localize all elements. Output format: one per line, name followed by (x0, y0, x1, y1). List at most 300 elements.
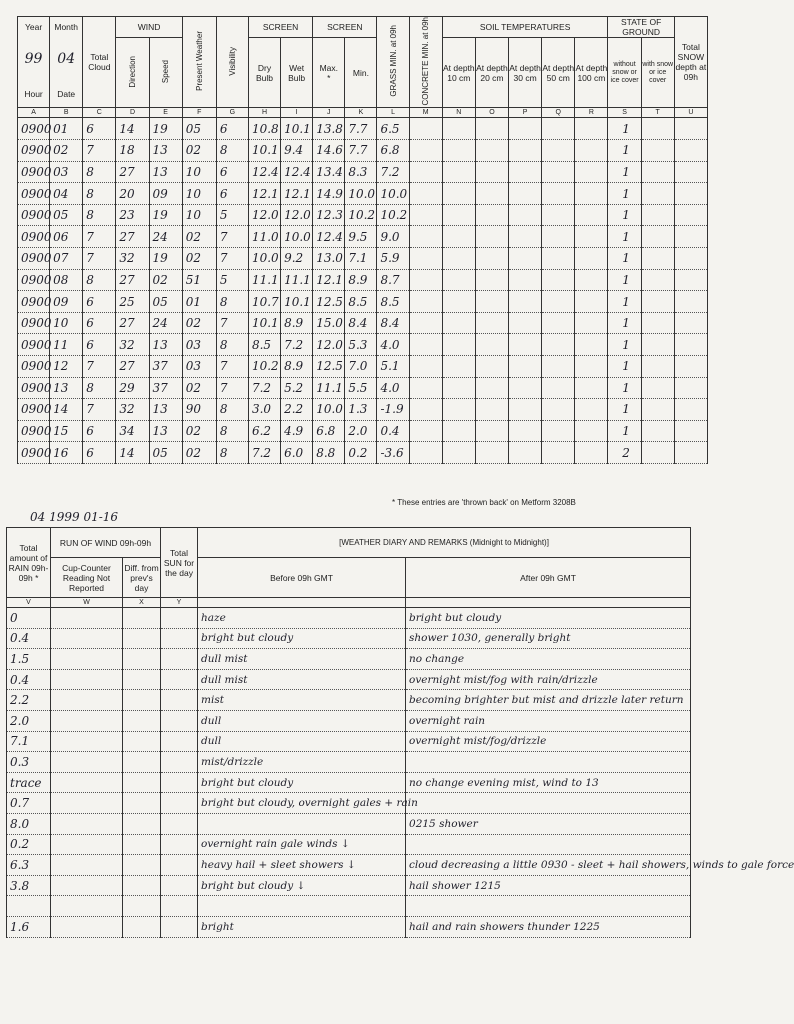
cell-grass: 10.0 (377, 183, 409, 205)
cell-max: 11.1 (313, 377, 345, 399)
cell-grass: 0.4 (377, 420, 409, 442)
cell-cup-counter (51, 608, 123, 629)
cell-dir: 27 (116, 161, 149, 183)
cell-date: 11 (50, 334, 83, 356)
cell-sun (161, 710, 198, 731)
cell-wet: 12.4 (281, 161, 313, 183)
cell-empty (575, 442, 608, 464)
diary-row (7, 916, 691, 937)
cell-spd: 19 (149, 248, 182, 270)
cell-dry: 12.4 (248, 161, 280, 183)
cell-empty (409, 161, 442, 183)
cell-hour: 0900 (18, 356, 50, 378)
cell-empty (641, 399, 674, 421)
cell-after-09h (406, 752, 691, 773)
cell-empty (409, 226, 442, 248)
total-snow-header: Total SNOW depth at 09h (674, 17, 707, 108)
cell-cloud: 8 (83, 161, 116, 183)
cell-max: 14.9 (313, 183, 345, 205)
cell-wx: 10 (182, 204, 216, 226)
cell-empty (509, 118, 542, 140)
cell-empty (674, 420, 707, 442)
cell-max: 14.6 (313, 140, 345, 162)
cell-empty (575, 312, 608, 334)
cell-dry: 8.5 (248, 334, 280, 356)
cell-before-09h: bright (198, 916, 406, 937)
cell-grass: 6.8 (377, 140, 409, 162)
cell-sun (161, 690, 198, 711)
cell-dry: 11.1 (248, 269, 280, 291)
cell-wet: 4.9 (281, 420, 313, 442)
cell-spd: 13 (149, 140, 182, 162)
cell-ground-state: 1 (608, 161, 641, 183)
cell-min: 7.1 (345, 248, 377, 270)
cell-ground-state: 1 (608, 377, 641, 399)
observation-row (18, 442, 708, 464)
cell-min: 8.9 (345, 269, 377, 291)
cell-before-09h: bright but cloudy, overnight gales + rain (198, 793, 406, 814)
rain-header: Total amount of RAIN 09h-09h * (7, 528, 51, 598)
cell-ground-state: 1 (608, 248, 641, 270)
cell-empty (674, 312, 707, 334)
date-header: Date (50, 80, 83, 108)
cell-cup-counter (51, 916, 123, 937)
cell-vis: 8 (216, 399, 248, 421)
cell-ground-state: 1 (608, 399, 641, 421)
cell-dir: 14 (116, 442, 149, 464)
cell-empty (475, 204, 508, 226)
observation-row (18, 420, 708, 442)
cell-empty (674, 226, 707, 248)
observation-row (18, 161, 708, 183)
diff-header: Diff. from prev's day (123, 558, 161, 598)
cell-empty (509, 377, 542, 399)
cell-empty (641, 183, 674, 205)
cell-empty (542, 420, 575, 442)
cell-grass: 5.9 (377, 248, 409, 270)
cell-grass: -1.9 (377, 399, 409, 421)
cell-empty (475, 248, 508, 270)
cell-dry: 12.0 (248, 204, 280, 226)
cell-spd: 05 (149, 442, 182, 464)
cell-hour: 0900 (18, 161, 50, 183)
observation-row (18, 312, 708, 334)
cell-empty (509, 291, 542, 313)
month-header: Month (50, 17, 83, 38)
cell-cup-counter (51, 752, 123, 773)
cell-dir: 27 (116, 356, 149, 378)
cell-empty (641, 377, 674, 399)
cell-rain: 1.6 (7, 916, 51, 937)
speed-header: Speed (149, 38, 182, 108)
cell-date: 08 (50, 269, 83, 291)
cell-spd: 24 (149, 312, 182, 334)
cell-ground-state: 1 (608, 140, 641, 162)
cell-empty (509, 269, 542, 291)
cell-empty (442, 442, 475, 464)
cell-empty (509, 161, 542, 183)
without-snow-header: without snow or ice cover (608, 38, 641, 108)
cell-max: 12.1 (313, 269, 345, 291)
cell-cup-counter (51, 855, 123, 876)
cell-vis: 6 (216, 183, 248, 205)
cell-min: 8.3 (345, 161, 377, 183)
cell-ground-state: 1 (608, 183, 641, 205)
cell-sun (161, 608, 198, 629)
diary-row (7, 649, 691, 670)
cell-vis: 6 (216, 161, 248, 183)
cell-empty (475, 356, 508, 378)
observation-row (18, 356, 708, 378)
cell-empty (509, 204, 542, 226)
cell-empty (409, 183, 442, 205)
cell-empty (542, 183, 575, 205)
cell-empty (475, 312, 508, 334)
cell-spd: 24 (149, 226, 182, 248)
cell-vis: 7 (216, 356, 248, 378)
cell-dry: 6.2 (248, 420, 280, 442)
diary-row (7, 896, 691, 917)
diary-row (7, 834, 691, 855)
observation-row (18, 291, 708, 313)
cell-min: 8.5 (345, 291, 377, 313)
cell-rain (7, 896, 51, 917)
cell-cup-counter (51, 896, 123, 917)
cell-sun (161, 813, 198, 834)
grass-min-header: GRASS MIN. at 09h (377, 17, 409, 108)
cell-hour: 0900 (18, 269, 50, 291)
cell-vis: 7 (216, 377, 248, 399)
cell-sun (161, 772, 198, 793)
cell-ground-state: 1 (608, 420, 641, 442)
cell-dry: 10.1 (248, 312, 280, 334)
cell-wet: 8.9 (281, 312, 313, 334)
cell-sun (161, 875, 198, 896)
cell-rain: 2.0 (7, 710, 51, 731)
cell-wet: 2.2 (281, 399, 313, 421)
cell-sun (161, 793, 198, 814)
cell-cup-counter (51, 731, 123, 752)
cell-empty (641, 226, 674, 248)
cell-rain: 0 (7, 608, 51, 629)
cell-after-09h: shower 1030, generally bright (406, 628, 691, 649)
cell-before-09h: heavy hail + sleet showers ↓ (198, 855, 406, 876)
cell-empty (442, 291, 475, 313)
cell-before-09h (198, 813, 406, 834)
cell-empty (442, 161, 475, 183)
cell-max: 12.4 (313, 226, 345, 248)
cell-empty (442, 420, 475, 442)
cell-min: 7.0 (345, 356, 377, 378)
diary-row (7, 813, 691, 834)
cell-spd: 13 (149, 399, 182, 421)
observation-row (18, 226, 708, 248)
cell-dir: 27 (116, 269, 149, 291)
cell-rain: 8.0 (7, 813, 51, 834)
cell-wx: 05 (182, 118, 216, 140)
cell-hour: 0900 (18, 377, 50, 399)
cell-empty (575, 140, 608, 162)
cell-empty (475, 377, 508, 399)
cell-sun (161, 752, 198, 773)
cell-empty (641, 312, 674, 334)
cell-spd: 02 (149, 269, 182, 291)
cell-cloud: 7 (83, 140, 116, 162)
cell-empty (475, 226, 508, 248)
cell-cup-counter (51, 813, 123, 834)
cell-dir: 27 (116, 312, 149, 334)
soil-30cm-header: At depth 30 cm (509, 38, 542, 108)
cell-empty (542, 312, 575, 334)
cell-empty (409, 118, 442, 140)
diary-row (7, 772, 691, 793)
cell-cup-counter (51, 669, 123, 690)
cell-date: 06 (50, 226, 83, 248)
cell-min: 7.7 (345, 140, 377, 162)
cell-empty (674, 356, 707, 378)
cell-cloud: 7 (83, 399, 116, 421)
cell-sun (161, 731, 198, 752)
cell-wet: 10.1 (281, 118, 313, 140)
cell-diff (123, 669, 161, 690)
cell-spd: 13 (149, 334, 182, 356)
cell-after-09h (406, 834, 691, 855)
cell-hour: 0900 (18, 248, 50, 270)
cell-empty (442, 204, 475, 226)
column-letters-row: A B C D E F G H I J K L M N O P Q R S T U (18, 108, 708, 118)
cell-wx: 02 (182, 442, 216, 464)
cell-date: 02 (50, 140, 83, 162)
cell-vis: 8 (216, 334, 248, 356)
cell-rain: trace (7, 772, 51, 793)
cell-empty (542, 161, 575, 183)
cell-sun (161, 916, 198, 937)
cell-spd: 13 (149, 420, 182, 442)
visibility-header: Visibility (216, 17, 248, 108)
cell-spd: 13 (149, 161, 182, 183)
cell-dir: 25 (116, 291, 149, 313)
dry-bulb-header: Dry Bulb (248, 38, 280, 108)
cell-before-09h: dull mist (198, 669, 406, 690)
cell-diff (123, 772, 161, 793)
cell-empty (442, 248, 475, 270)
cell-min: 1.3 (345, 399, 377, 421)
cell-sun (161, 834, 198, 855)
cell-ground-state: 1 (608, 312, 641, 334)
cell-cup-counter (51, 628, 123, 649)
cell-empty (674, 269, 707, 291)
cell-before-09h: bright but cloudy (198, 628, 406, 649)
concrete-min-header: CONCRETE MIN. at 09h (409, 17, 442, 108)
cell-empty (641, 204, 674, 226)
cell-sun (161, 896, 198, 917)
cell-cloud: 8 (83, 204, 116, 226)
observation-row (18, 204, 708, 226)
cell-after-09h: overnight rain (406, 710, 691, 731)
cell-min: 9.5 (345, 226, 377, 248)
cell-empty (509, 442, 542, 464)
cell-empty (542, 399, 575, 421)
cell-after-09h: hail and rain showers thunder 1225 (406, 916, 691, 937)
cell-empty (442, 269, 475, 291)
cell-wx: 02 (182, 312, 216, 334)
cell-empty (409, 377, 442, 399)
cell-spd: 05 (149, 291, 182, 313)
cell-dry: 10.8 (248, 118, 280, 140)
cell-empty (575, 377, 608, 399)
observations-body (18, 118, 708, 464)
cell-vis: 7 (216, 248, 248, 270)
cell-wx: 10 (182, 161, 216, 183)
cell-min: 5.5 (345, 377, 377, 399)
diary-row (7, 710, 691, 731)
cell-empty (674, 291, 707, 313)
cell-empty (542, 248, 575, 270)
soil-temperatures-header: SOIL TEMPERATURES (442, 17, 608, 38)
cell-spd: 37 (149, 377, 182, 399)
cell-after-09h: 0215 shower (406, 813, 691, 834)
wind-header: WIND (116, 17, 182, 38)
cell-dry: 3.0 (248, 399, 280, 421)
cell-empty (442, 399, 475, 421)
cell-empty (409, 248, 442, 270)
cell-dry: 10.1 (248, 140, 280, 162)
cell-hour: 0900 (18, 226, 50, 248)
cell-empty (509, 140, 542, 162)
cell-after-09h: no change (406, 649, 691, 670)
cell-wx: 03 (182, 334, 216, 356)
after-09h-header: After 09h GMT (406, 558, 691, 598)
cell-empty (641, 269, 674, 291)
cell-empty (542, 377, 575, 399)
cell-empty (409, 269, 442, 291)
soil-50cm-header: At depth 50 cm (542, 38, 575, 108)
cell-wet: 5.2 (281, 377, 313, 399)
year-value: 99 (18, 38, 50, 80)
cell-empty (509, 248, 542, 270)
cell-empty (509, 334, 542, 356)
cell-empty (575, 399, 608, 421)
cell-diff (123, 752, 161, 773)
cell-wx: 51 (182, 269, 216, 291)
cell-wx: 02 (182, 420, 216, 442)
cell-min: 8.4 (345, 312, 377, 334)
cell-cloud: 8 (83, 269, 116, 291)
diary-row (7, 690, 691, 711)
before-09h-header: Before 09h GMT (198, 558, 406, 598)
cell-cup-counter (51, 649, 123, 670)
cell-max: 12.0 (313, 334, 345, 356)
cell-rain: 0.3 (7, 752, 51, 773)
cell-ground-state: 2 (608, 442, 641, 464)
cell-wet: 12.0 (281, 204, 313, 226)
cell-empty (475, 269, 508, 291)
cell-rain: 0.2 (7, 834, 51, 855)
cell-grass: 10.2 (377, 204, 409, 226)
cell-date: 12 (50, 356, 83, 378)
soil-20cm-header: At depth 20 cm (475, 38, 508, 108)
cell-wet: 10.1 (281, 291, 313, 313)
cell-empty (641, 334, 674, 356)
cell-hour: 0900 (18, 118, 50, 140)
cell-empty (575, 183, 608, 205)
cell-wet: 7.2 (281, 334, 313, 356)
cell-vis: 5 (216, 204, 248, 226)
soil-100cm-header: At depth 100 cm (575, 38, 608, 108)
cell-rain: 7.1 (7, 731, 51, 752)
cell-empty (475, 118, 508, 140)
observation-row (18, 269, 708, 291)
diary-row (7, 731, 691, 752)
cell-grass: 4.0 (377, 377, 409, 399)
cell-date: 10 (50, 312, 83, 334)
cell-dry: 10.7 (248, 291, 280, 313)
cell-cloud: 7 (83, 226, 116, 248)
cell-empty (575, 118, 608, 140)
cell-empty (509, 356, 542, 378)
cell-before-09h: mist (198, 690, 406, 711)
wet-bulb-header: Wet Bulb (281, 38, 313, 108)
cell-empty (409, 399, 442, 421)
cell-empty (575, 334, 608, 356)
diary-row (7, 752, 691, 773)
cell-hour: 0900 (18, 183, 50, 205)
cell-empty (409, 442, 442, 464)
hour-header: Hour (18, 80, 50, 108)
cell-hour: 0900 (18, 420, 50, 442)
cell-dry: 12.1 (248, 183, 280, 205)
cell-min: 10.0 (345, 183, 377, 205)
cell-empty (442, 183, 475, 205)
cell-max: 10.0 (313, 399, 345, 421)
cell-vis: 5 (216, 269, 248, 291)
cell-spd: 19 (149, 204, 182, 226)
cell-wx: 03 (182, 356, 216, 378)
cell-empty (674, 161, 707, 183)
state-of-ground-header: STATE OF GROUND (608, 17, 674, 38)
cell-wx: 01 (182, 291, 216, 313)
cell-cup-counter (51, 710, 123, 731)
cell-diff (123, 710, 161, 731)
cell-wet: 12.1 (281, 183, 313, 205)
max-header: Max. * (313, 38, 345, 108)
cell-cloud: 7 (83, 248, 116, 270)
cell-before-09h: mist/drizzle (198, 752, 406, 773)
cell-wx: 02 (182, 377, 216, 399)
cell-min: 5.3 (345, 334, 377, 356)
cell-empty (442, 356, 475, 378)
thrown-back-footnote: * These entries are 'thrown back' on Metform 3208B (392, 498, 576, 507)
cell-diff (123, 690, 161, 711)
rain-diary-table (6, 527, 794, 938)
cell-min: 0.2 (345, 442, 377, 464)
min-header: Min. (345, 38, 377, 108)
observation-row (18, 140, 708, 162)
cell-diff (123, 896, 161, 917)
cell-dry: 7.2 (248, 377, 280, 399)
cell-empty (475, 399, 508, 421)
cell-dir: 20 (116, 183, 149, 205)
cell-empty (409, 334, 442, 356)
cell-wx: 02 (182, 248, 216, 270)
cell-empty (641, 442, 674, 464)
cell-empty (542, 204, 575, 226)
cell-empty (542, 269, 575, 291)
cell-empty (442, 226, 475, 248)
cell-before-09h: haze (198, 608, 406, 629)
cell-min: 10.2 (345, 204, 377, 226)
cell-dir: 32 (116, 248, 149, 270)
